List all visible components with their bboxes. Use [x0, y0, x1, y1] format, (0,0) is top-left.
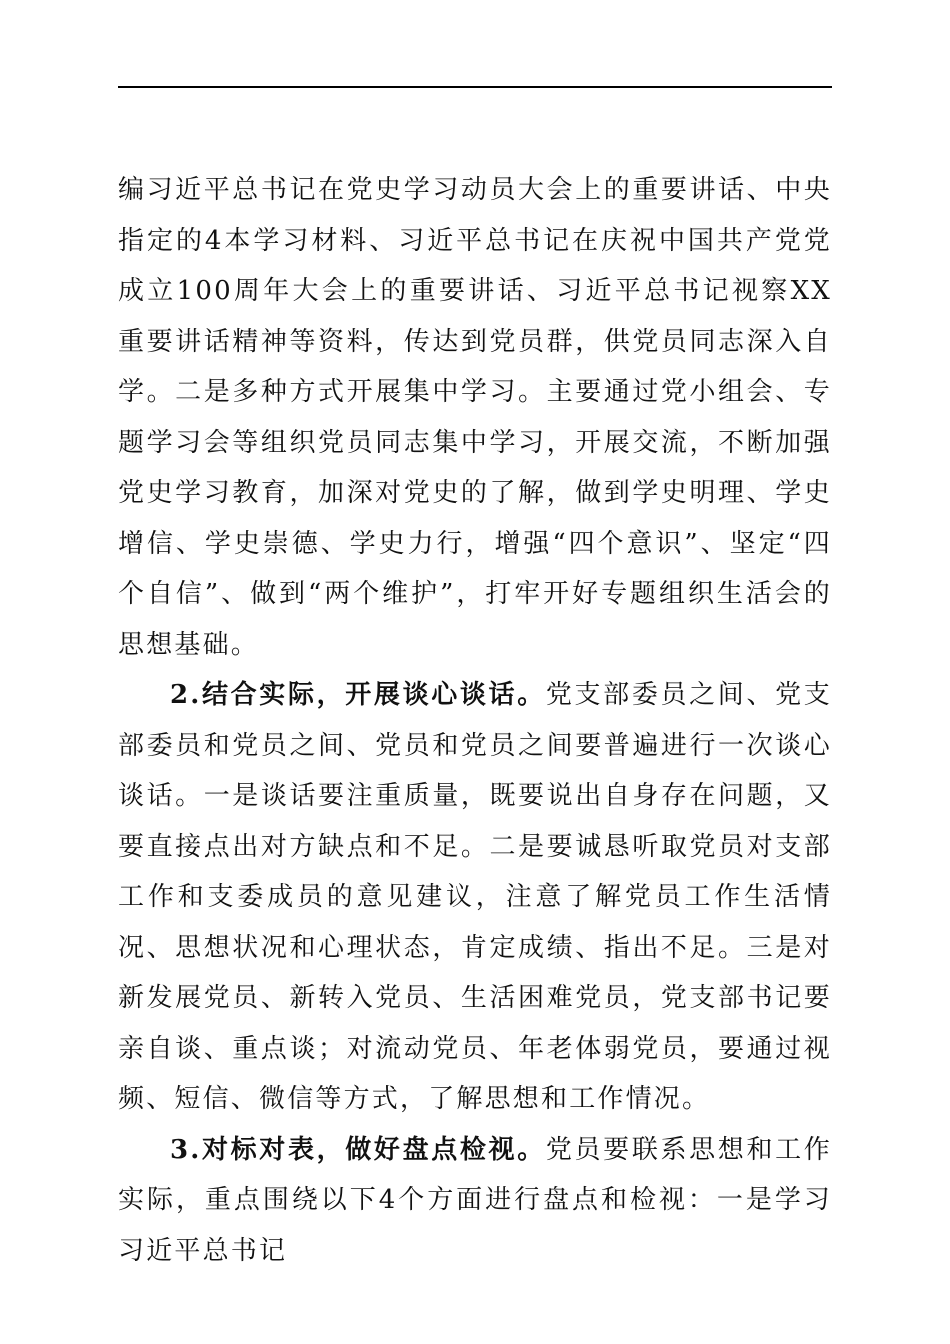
- section-heading: 2.结合实际，开展谈心谈话。: [170, 680, 546, 710]
- paragraph-text: 党员要联系思想和工作实际，重点围绕以下4个方面进行盘点和检视：一是学习习近平总书记: [118, 1134, 832, 1266]
- header-rule: [118, 86, 832, 88]
- paragraph-talks: [118, 670, 832, 1125]
- paragraph-continued: [118, 165, 832, 670]
- paragraph-review: [118, 1125, 832, 1277]
- paragraph-text: 党支部委员之间、党支部委员和党员之间、党员和党员之间要普遍进行一次谈心谈话。一是谈话要注重质量，既要说出自身存在问题，又要直接点出对方缺点和不足。二是要诚恳听取党员对支部工作和支委成员的意见建议，注意了解党员工作生活情况、思想状况和心理状态，肯定成绩、指出不足。三是对新发展党员、新转入党员、生活困难党员，党支部书记要亲自谈、重点谈；对流动党员、年老体弱党员，要通过视频、短信、微信等方式，了解思想和工作情况。: [118, 680, 832, 1114]
- section-heading: 3.对标对表，做好盘点检视。: [170, 1134, 546, 1165]
- document-body: [118, 165, 832, 1276]
- paragraph-text: 编习近平总书记在党史学习动员大会上的重要讲话、中央指定的4本学习材料、习近平总书记在庆祝中国共产党党成立100周年大会上的重要讲话、习近平总书记视察XX重要讲话精神等资料，传达到党员群，供党员同志深入自学。二是多种方式开展集中学习。主要通过党小组会、专题学习会等组织党员同志集中学习，开展交流，不断加强党史学习教育，加深对党史的了解，做到学史明理、学史增信、学史崇德、学史力行，增强“四个意识”、坚定“四个自信”、做到“两个维护”，打牢开好专题组织生活会的思想基础。: [118, 175, 832, 660]
